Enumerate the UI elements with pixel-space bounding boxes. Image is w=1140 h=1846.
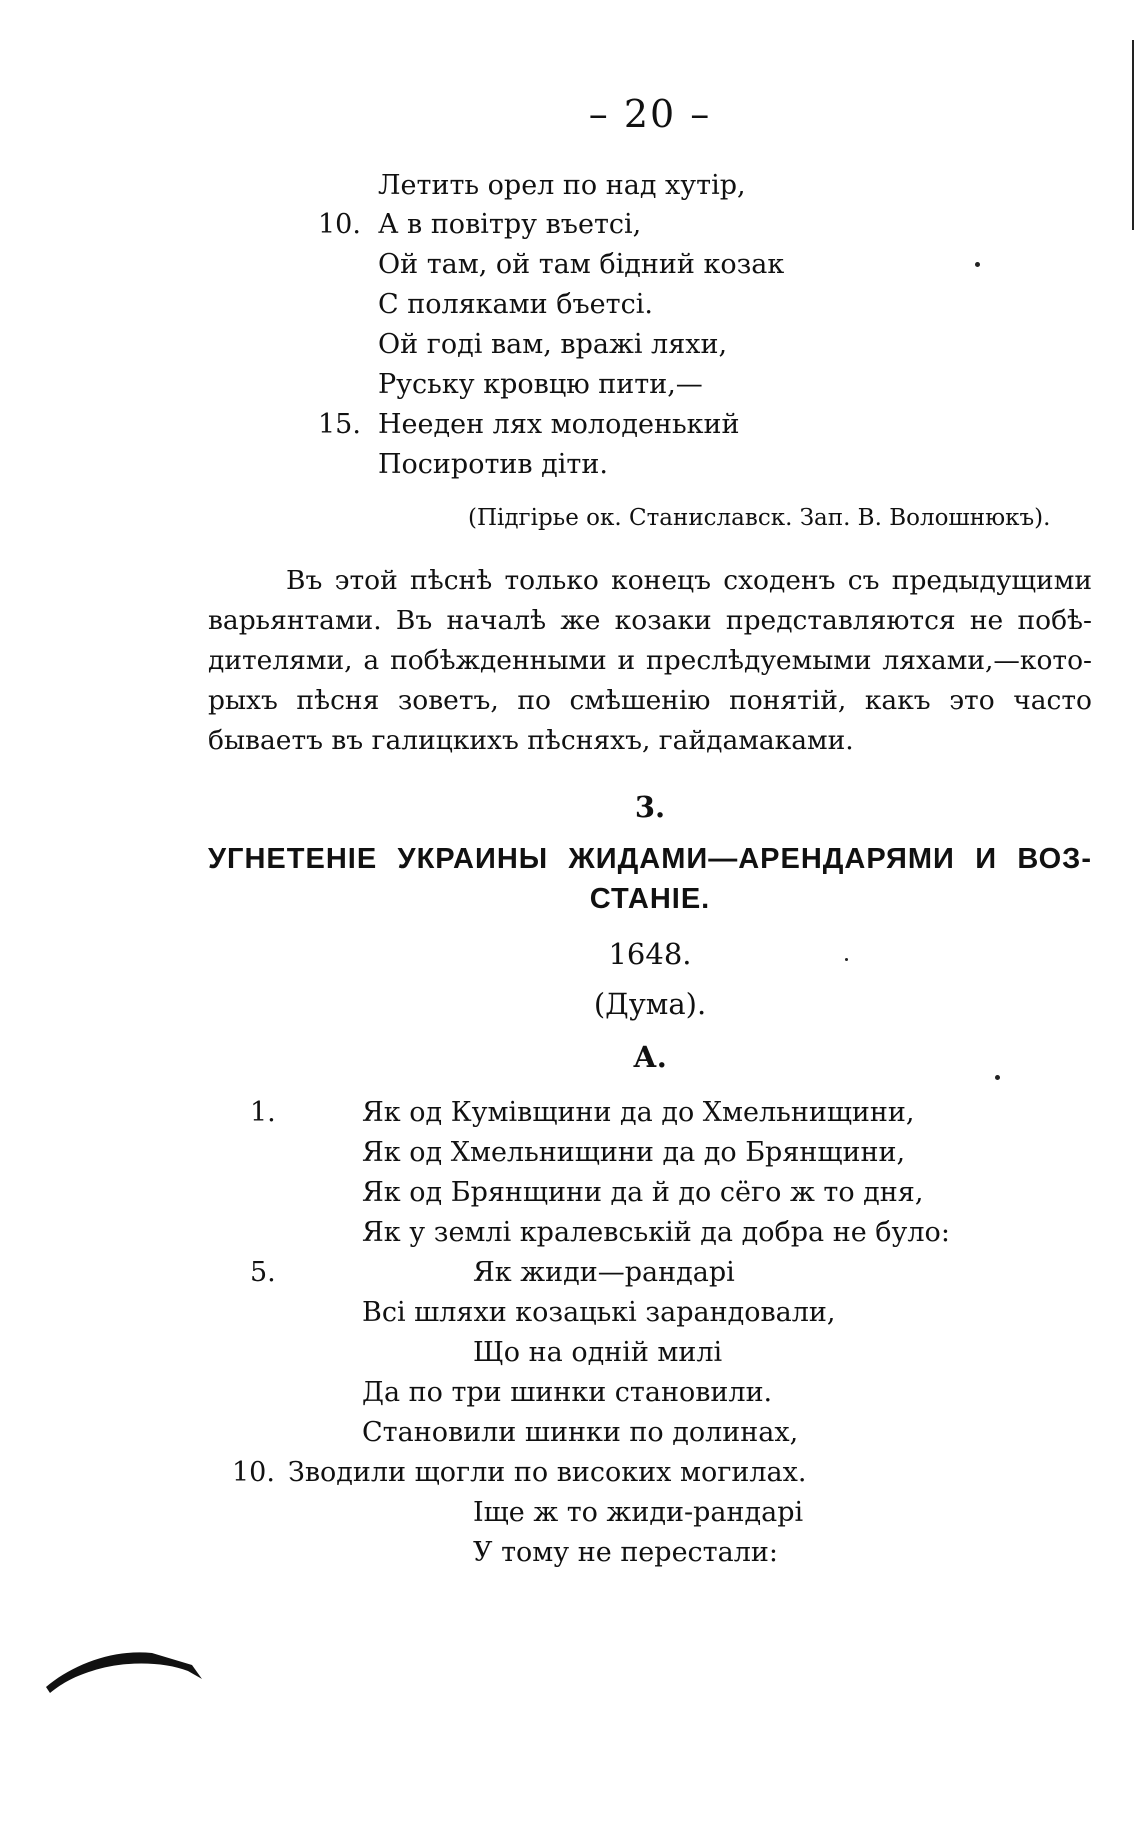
speck-dot-icon <box>975 262 980 267</box>
poem-line: С поляками бъетсі. <box>378 289 653 320</box>
poem-line: Руську кровцю пити,— <box>378 369 703 400</box>
poem-line: Ой там, ой там бідний козак <box>378 249 785 280</box>
prose-line: варьянтами. Въ началѣ же козаки представляются не побѣ- <box>208 605 1092 636</box>
variant-label: А. <box>633 1040 667 1074</box>
section-year: 1648. <box>608 937 692 971</box>
duma-line: Як у землі кралевській да добра не було: <box>362 1217 950 1248</box>
speck-dot-icon <box>995 1075 1000 1080</box>
poem-line: Посиротив діти. <box>378 449 608 480</box>
attribution: (Підгірье ок. Станиславск. Зап. В. Волошнюкъ). <box>468 505 1051 531</box>
page-edge-line <box>1132 40 1134 230</box>
section-title: УГНЕТЕНІЕ УКРАИНЫ ЖИДАМИ—АРЕНДАРЯМИ И ВОЗ- <box>208 843 1092 875</box>
poem-line: Ой годі вам, вражі ляхи, <box>378 329 728 360</box>
line-number: 5. <box>250 1257 276 1288</box>
duma-line: Як од Брянщини да й до сёго ж то дня, <box>362 1177 924 1208</box>
duma-line: Що на одній милі <box>473 1337 723 1368</box>
line-number: 1. <box>250 1097 276 1128</box>
poem-line: Нееден лях молоденький <box>378 409 740 440</box>
duma-line: Зводили щогли по високих могилах. <box>288 1457 807 1488</box>
section-title-continuation: СТАНІЕ. <box>589 883 711 915</box>
duma-line: Становили шинки по долинах, <box>362 1417 799 1448</box>
scan-mark-icon <box>42 1635 212 1695</box>
duma-line: У тому не перестали: <box>473 1537 778 1568</box>
duma-line: Всі шляхи козацькі зарандовали, <box>362 1297 836 1328</box>
duma-line: Іще ж то жиди-рандарі <box>473 1497 804 1528</box>
duma-line: Як од Кумівщини да до Хмельнищини, <box>362 1097 915 1128</box>
line-number: 10. <box>232 1457 275 1488</box>
section-genre: (Дума). <box>593 987 707 1021</box>
line-number: 15. <box>318 409 361 440</box>
prose-line: рыхъ пѣсня зоветъ, по смѣшенію понятій, какъ это часто <box>208 685 1092 716</box>
prose-line: дителями, а побѣжденными и преслѣдуемыми ляхами,—кото- <box>208 645 1092 676</box>
page-number: – 20 – <box>588 92 712 136</box>
prose-line: бываетъ въ галицкихъ пѣсняхъ, гайдамаками. <box>208 725 854 756</box>
speck-dot-icon <box>845 958 848 961</box>
prose-line: Въ этой пѣснѣ только конецъ сходенъ съ предыдущими <box>286 565 1092 596</box>
poem-line: А в повітру въетсі, <box>378 209 642 240</box>
duma-line: Як жиди—рандарі <box>473 1257 735 1288</box>
section-number: 3. <box>634 790 666 824</box>
duma-line: Як од Хмельнищини да до Брянщини, <box>362 1137 906 1168</box>
line-number: 10. <box>318 209 361 240</box>
duma-line: Да по три шинки становили. <box>362 1377 773 1408</box>
poem-line: Летить орел по над хутір, <box>378 170 746 201</box>
